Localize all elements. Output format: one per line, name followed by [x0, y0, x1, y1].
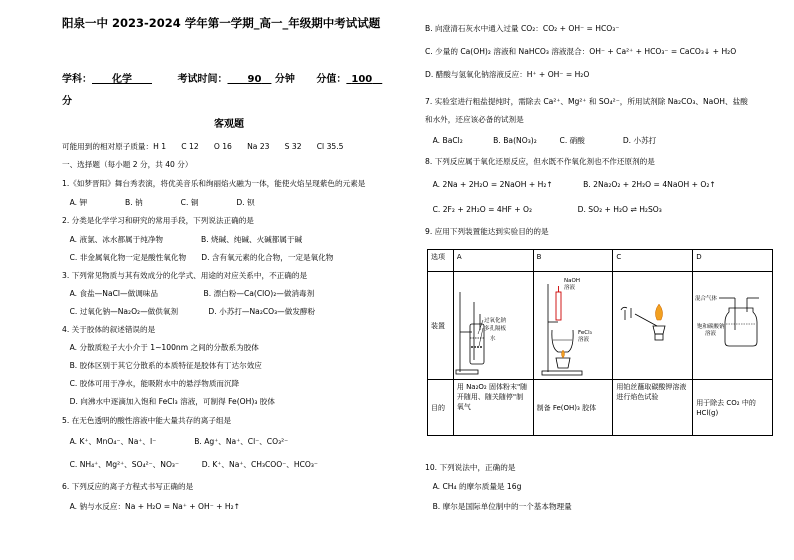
score-label: 分值： — [316, 74, 347, 85]
label-solution-3: 溶液 — [705, 331, 717, 337]
table-header-cell: C — [613, 250, 693, 272]
label-solution-2: 溶液 — [577, 337, 589, 343]
table-device-row — [428, 272, 773, 380]
label-sodium-peroxide: 过氧化钠 — [483, 318, 506, 324]
label-naoh: NaOH — [563, 278, 580, 284]
exam-title: 阳泉一中 2023-2024 学年第一学期_高一_年级期中考试试题 — [62, 16, 381, 30]
label-fecl3: FeCl₃ — [577, 330, 592, 336]
table-header-cell: A — [453, 250, 533, 272]
q10-option-b: B. 摩尔是国际单位制中的一个基本物理量 — [425, 502, 572, 511]
q9-stem: 9. 应用下列装置能达到实验目的的是 — [425, 227, 549, 236]
time-unit: 分钟 — [274, 74, 295, 85]
q1-stem: 1.《如梦晋阳》舞台秀表演，将优美音乐和绚丽焰火融为一体，能使火焰呈现紫色的元素是 — [62, 179, 366, 188]
label-water: 水 — [489, 336, 496, 342]
device-row-label: 装置 — [428, 272, 454, 380]
q4-option-b: B. 胶体区别于其它分散系的本质特征是胶体有丁达尔效应 — [62, 361, 262, 370]
q2-stem: 2. 分类是化学学习和研究的常用手段，下列说法正确的是 — [62, 216, 254, 225]
purpose-d: 用于除去 CO₂ 中的 HCl(g) — [693, 380, 773, 436]
q10-option-a: A. CH₄ 的摩尔质量是 16g — [425, 482, 522, 491]
q3-options-ab: A. 食盐—NaCl—做调味品 B. 漂白粉—Ca(ClO)₂—做消毒剂 — [62, 289, 315, 298]
score-unit: 分 — [62, 96, 72, 107]
q5-options-ab: A. K⁺、MnO₄⁻、Na⁺、I⁻ B. Ag⁺、Na⁺、Cl⁻、CO₃²⁻ — [62, 437, 289, 446]
q7-stem: 7. 实验室进行粗盐提纯时，需除去 Ca²⁺、Mg²⁺ 和 SO₄²⁻，所用试剂除 Na₂CO₃、NaOH、盐酸 — [425, 97, 748, 106]
flame-test-figure — [613, 272, 689, 378]
device-b-cell — [533, 272, 613, 380]
score-value: 100 — [351, 74, 373, 85]
q7-options: A. BaCl₂ B. Ba(NO₃)₂ C. 硝酸 D. 小苏打 — [425, 136, 657, 145]
q4-option-a: A. 分散质粒子大小介于 1~100nm 之间的分散系为胶体 — [62, 343, 259, 352]
purpose-a: 用 Na₂O₂ 固体粉末"随开随用、随关随停"制氧气 — [453, 380, 533, 436]
q6-stem: 6. 下列反应的离子方程式书写正确的是 — [62, 482, 194, 491]
apparatus-table — [427, 249, 773, 436]
purpose-b: 制备 Fe(OH)₃ 胶体 — [533, 380, 613, 436]
q3-stem: 3. 下列常见物质与其有效成分的化学式、用途的对应关系中，不正确的是 — [62, 271, 308, 280]
device-a-cell — [453, 272, 533, 380]
q8-options-ab: A. 2Na + 2H₂O = 2NaOH + H₂↑ B. 2Na₂O₂ + 2H₂O = 4NaOH + O₂↑ — [425, 180, 716, 189]
q8-stem: 8. 下列反应属于氧化还原反应，但水既不作氧化剂也不作还原剂的是 — [425, 157, 655, 166]
q5-stem: 5. 在无色透明的酸性溶液中能大量共存的离子组是 — [62, 416, 232, 425]
table-header-row — [428, 250, 773, 272]
q6-option-a: A. 钠与水反应：Na + H₂O = Na⁺ + OH⁻ + H₂↑ — [62, 502, 241, 511]
q2-options-cd: C. 非金属氧化物一定是酸性氧化物 D. 含有氧元素的化合物，一定是氧化物 — [62, 253, 334, 262]
table-purpose-row — [428, 380, 773, 436]
q3-options-cd: C. 过氧化钠—Na₂O₂—做供氧剂 D. 小苏打—Na₂CO₃—做发酵粉 — [62, 307, 316, 316]
subject-value: 化学 — [112, 74, 132, 85]
subject-label: 学科： — [62, 74, 92, 85]
atomic-masses: 可能用到的相对原子质量：H 1 C 12 O 16 Na 23 S 32 Cl 35.5 — [62, 142, 344, 151]
q4-option-c: C. 胶体可用于净水，能吸附水中的悬浮物质而沉降 — [62, 379, 240, 388]
table-header-cell: B — [533, 250, 613, 272]
label-saturated-sodium-carbonate: 饱和碳酸钠 — [697, 324, 725, 330]
q2-options-ab: A. 液氯、冰水都属于纯净物 B. 烧碱、纯碱、火碱都属于碱 — [62, 235, 303, 244]
q1-options: A. 钾 B. 钠 C. 铜 D. 钡 — [62, 198, 255, 207]
purpose-row-label: 目的 — [428, 380, 454, 436]
table-header-cell: D — [693, 250, 773, 272]
q6-option-d: D. 醋酸与氢氧化钠溶液反应：H⁺ + OH⁻ = H₂O — [425, 70, 590, 79]
purpose-c: 用铂丝蘸取碳酸钾溶液进行焰色试验 — [613, 380, 693, 436]
label-solution-1: 溶液 — [563, 285, 575, 291]
device-c-cell — [613, 272, 693, 380]
label-mixed-gas: 混合气体 — [695, 296, 718, 302]
device-d-cell — [693, 272, 773, 380]
label-porous-plate: 多孔隔板 — [483, 326, 506, 332]
meta-line — [62, 75, 382, 85]
kipp-generator-figure — [454, 272, 530, 378]
q4-stem: 4. 关于胶体的叙述错误的是 — [62, 325, 156, 334]
q10-stem: 10. 下列说法中，正确的是 — [425, 463, 516, 472]
gas-washing-bottle-figure — [693, 272, 769, 378]
q6-option-b: B. 向澄清石灰水中通入过量 CO₂：CO₂ + OH⁻ = HCO₃⁻ — [425, 24, 620, 33]
q7-stem-cont: 和水外，还应该必备的试剂是 — [425, 115, 524, 124]
section-title: 客观题 — [214, 119, 244, 130]
colloid-prep-figure — [534, 272, 610, 378]
q4-option-d: D. 向沸水中逐滴加入饱和 FeCl₃ 溶液，可制得 Fe(OH)₃ 胶体 — [62, 397, 275, 406]
table-header-cell: 选项 — [428, 250, 454, 272]
time-label: 考试时间： — [177, 74, 228, 85]
part-one-heading: 一、选择题（每小题 2 分，共 40 分） — [62, 160, 193, 169]
q8-options-cd: C. 2F₂ + 2H₂O = 4HF + O₂ D. SO₂ + H₂O ⇌ H₂SO₃ — [425, 205, 662, 214]
q6-option-c: C. 少量的 Ca(OH)₂ 溶液和 NaHCO₃ 溶液混合：OH⁻ + Ca²⁺ + HCO₃⁻ = CaCO₃↓ + H₂O — [425, 47, 737, 56]
q5-options-cd: C. NH₄⁺、Mg²⁺、SO₄²⁻、NO₃⁻ D. K⁺、Na⁺、CH₃COO⁻、HCO₃⁻ — [62, 460, 318, 469]
time-value: 90 — [247, 74, 262, 85]
